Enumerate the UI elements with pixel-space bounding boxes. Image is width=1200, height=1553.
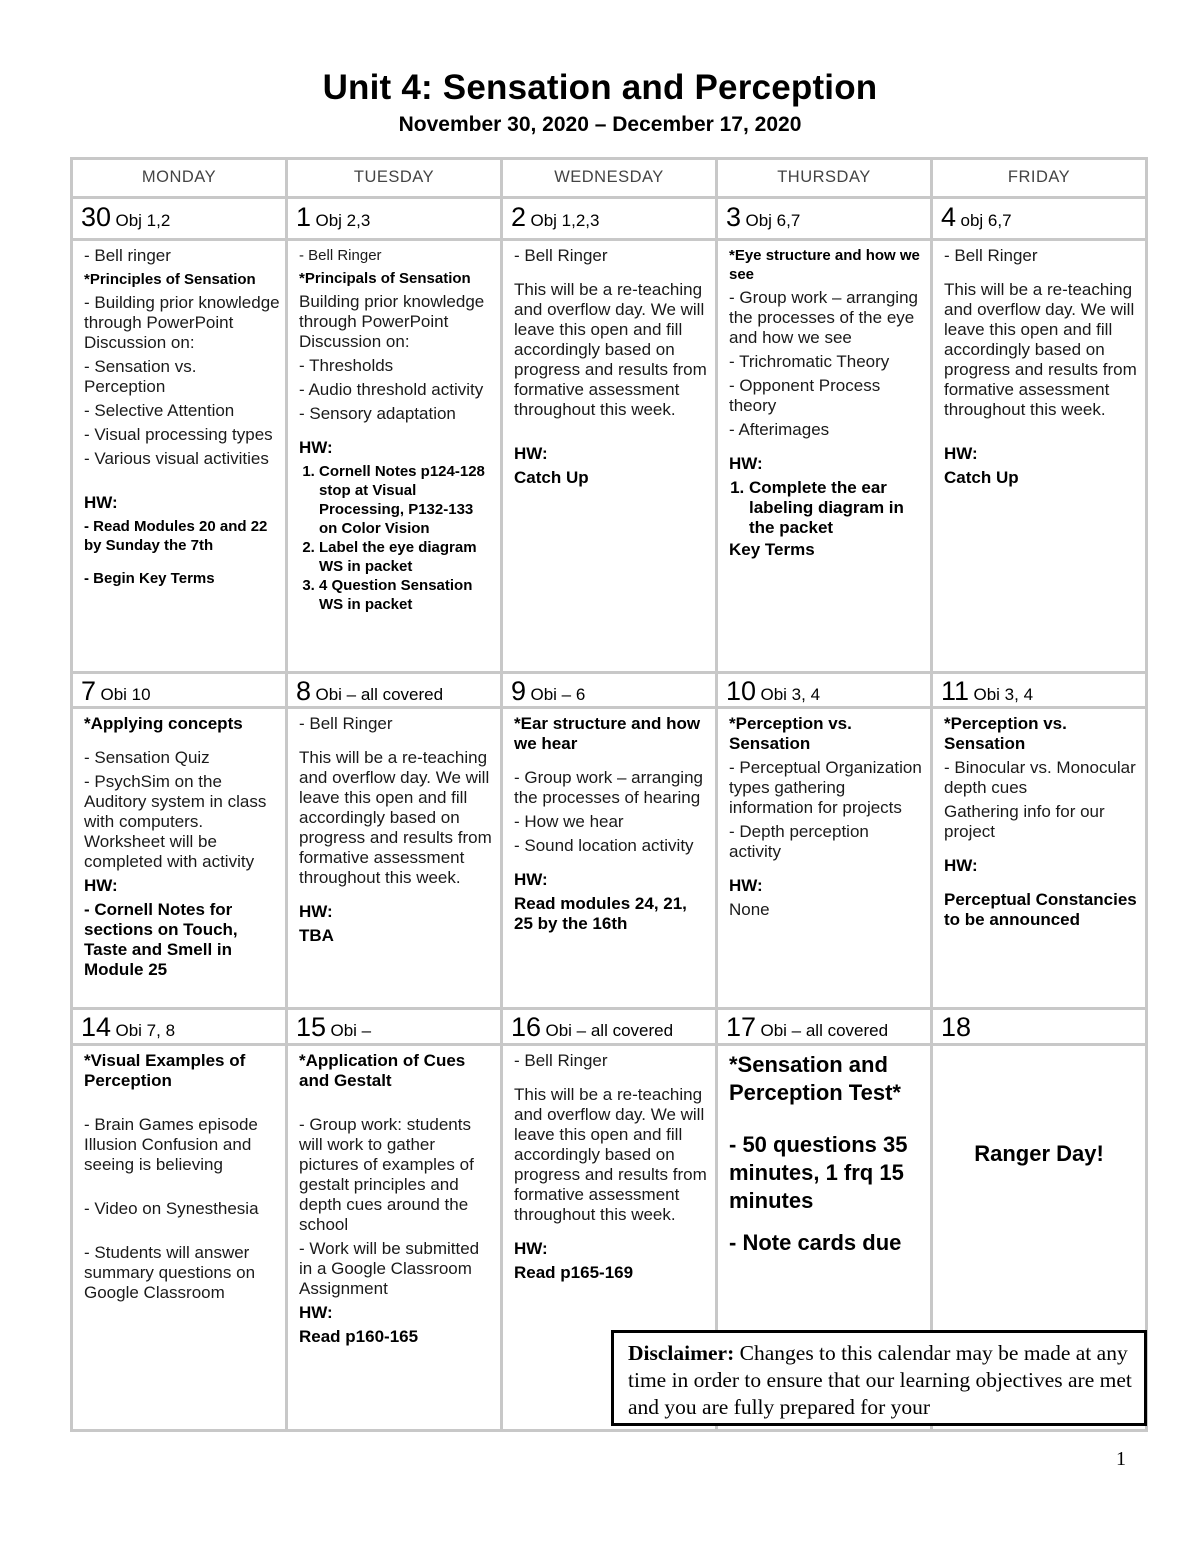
homework-label: HW:: [514, 1239, 548, 1258]
activity-line: - Sensation vs. Perception: [84, 357, 197, 396]
activity-line: - Building prior knowledge through PowerPoint Discussion on:: [84, 293, 280, 352]
date-label: [726, 1012, 926, 1043]
homework-label: HW:: [729, 876, 763, 895]
activity-line: Gathering info for our project: [944, 802, 1105, 841]
homework-label: HW:: [944, 856, 978, 875]
week1-monday-cell: [73, 241, 285, 671]
date-label: [296, 202, 496, 233]
week2-tuesday-cell: [288, 709, 500, 1007]
date-label: [726, 676, 926, 706]
week1-wednesday-cell: [503, 241, 715, 671]
lesson-topic: *Eye structure and how we see: [729, 247, 920, 283]
lesson-topic: *Principles of Sensation: [84, 271, 256, 288]
date-label: [296, 676, 496, 706]
day-header-friday: FRIDAY: [1007, 168, 1071, 186]
date-number: 9: [511, 676, 527, 706]
date-number: 3: [726, 202, 742, 232]
homework-label: HW:: [84, 876, 118, 895]
date-label: [81, 1012, 281, 1043]
activity-line: - Visual processing types: [84, 425, 273, 444]
activity-line: This will be a re-teaching and overflow day. We will leave this open and fill accordingly based on progress and results from formative assessment throughout this week.: [514, 1085, 707, 1224]
homework-label: HW:: [299, 438, 333, 457]
date-label: [296, 1012, 496, 1043]
homework-item: - Begin Key Terms: [84, 570, 215, 587]
homework-item: None: [729, 900, 770, 919]
homework-list: [729, 478, 925, 538]
homework-item: Read p165-169: [514, 1263, 634, 1282]
activity-line: - Thresholds: [299, 356, 394, 375]
day-header-thursday: THURSDAY: [777, 168, 871, 186]
week3-tuesday-cell: [288, 1046, 500, 1429]
activity-line: - Bell Ringer: [299, 714, 393, 733]
homework-item: 1. Complete the ear labeling diagram in the packet: [749, 478, 925, 538]
activity-line: - Perceptual Organization types gathering information for projects: [729, 758, 922, 817]
homework-item: 1. Cornell Notes p124-128 stop at Visual Processing, P132-133 on Color Vision: [319, 462, 495, 538]
homework-item: 3. 4 Question Sensation WS in packet: [319, 576, 495, 614]
activity-line: This will be a re-teaching and overflow day. We will leave this open and fill accordingly based on progress and results from formative assessment throughout this week.: [514, 280, 707, 419]
activity-line: - Group work: students will work to gather pictures of examples of gestalt principles and depth cues around the school: [299, 1115, 474, 1234]
grid-line: [70, 671, 1148, 674]
date-number: 4: [941, 202, 957, 232]
homework-item: Catch Up: [514, 468, 589, 487]
disclaimer-label: Disclaimer:: [628, 1341, 735, 1365]
grid-line: [70, 157, 1148, 160]
activity-line: - Trichromatic Theory: [729, 352, 890, 371]
date-number: 11: [941, 676, 970, 706]
date-label: [726, 202, 926, 233]
date-number: 15: [296, 1012, 327, 1042]
activity-line: Building prior knowledge through PowerPoint Discussion on:: [299, 292, 485, 351]
activity-line: - Bell Ringer: [299, 247, 382, 264]
week1-thursday-cell: [718, 241, 930, 671]
homework-list: [299, 462, 495, 614]
objective-label: Obi – all covered: [545, 1021, 674, 1040]
date-number: 14: [81, 1012, 112, 1042]
date-number: 1: [296, 202, 312, 232]
homework-label: HW:: [514, 870, 548, 889]
date-label: [81, 676, 281, 706]
lesson-topic: *Perception vs. Sensation: [944, 714, 1067, 753]
activity-line: - Opponent Process theory: [729, 376, 881, 415]
week2-wednesday-cell: [503, 709, 715, 1007]
activity-line: - Sensation Quiz: [84, 748, 210, 767]
test-detail: - Note cards due: [729, 1230, 902, 1255]
homework-item: Catch Up: [944, 468, 1019, 487]
date-label: [511, 676, 711, 706]
disclaimer-text: Changes to this calendar may be made at any time in order to ensure that our learning objectives are met and you are fully prepared for your: [628, 1341, 1132, 1419]
week3-monday-cell: [73, 1046, 285, 1429]
lesson-topic: *Application of Cues and Gestalt: [299, 1051, 466, 1090]
homework-item: Key Terms: [729, 540, 815, 559]
week1-tuesday-cell: [288, 241, 500, 671]
date-number: 17: [726, 1012, 757, 1042]
objective-label: Obi –: [330, 1021, 372, 1040]
activity-line: - Students will answer summary questions on Google Classroom: [84, 1243, 256, 1302]
activity-line: - Bell Ringer: [514, 246, 608, 265]
activity-line: - Brain Games episode Illusion Confusion and seeing is believing: [84, 1115, 258, 1174]
week2-thursday-cell: [718, 709, 930, 1007]
homework-item: - Read Modules 20 and 22 by Sunday the 7th: [84, 518, 268, 554]
homework-label: HW:: [299, 902, 333, 921]
date-label: [81, 202, 281, 233]
homework-label: HW:: [84, 493, 118, 512]
activity-line: - Group work – arranging the processes of hearing: [514, 768, 703, 807]
activity-line: - Binocular vs. Monocular depth cues: [944, 758, 1136, 797]
activity-line: - Group work – arranging the processes of the eye and how we see: [729, 288, 918, 347]
activity-line: - Video on Synesthesia: [84, 1199, 259, 1218]
activity-line: This will be a re-teaching and overflow day. We will leave this open and fill accordingly based on progress and results from formative assessment throughout this week.: [944, 280, 1137, 419]
objective-label: Obi 3, 4: [760, 685, 821, 704]
objective-label: Obj 1,2,3: [530, 211, 600, 230]
activity-line: - Bell ringer: [84, 246, 171, 265]
date-label: [941, 676, 1141, 706]
objective-label: obj 6,7: [960, 211, 1012, 230]
test-detail: - 50 questions 35 minutes, 1 frq 15 minutes: [729, 1132, 908, 1213]
grid-line: [70, 1007, 1148, 1010]
date-label: [941, 1012, 1141, 1043]
lesson-topic: *Perception vs. Sensation: [729, 714, 852, 753]
homework-label: HW:: [299, 1303, 333, 1322]
grid-line: [70, 196, 1148, 199]
homework-label: HW:: [514, 444, 548, 463]
week2-friday-cell: [933, 709, 1145, 1007]
homework-item: Read modules 24, 21, 25 by the 16th: [514, 894, 687, 933]
week2-monday-cell: [73, 709, 285, 1007]
activity-line: - Sound location activity: [514, 836, 694, 855]
page-title: Unit 4: Sensation and Perception: [322, 68, 878, 107]
homework-item: Read p160-165: [299, 1327, 419, 1346]
calendar-grid: [70, 157, 1148, 1432]
objective-label: Obi – all covered: [760, 1021, 889, 1040]
homework-item: 2. Label the eye diagram WS in packet: [319, 538, 495, 576]
activity-line: - Audio threshold activity: [299, 380, 484, 399]
week1-friday-cell: [933, 241, 1145, 671]
ranger-day-label: Ranger Day!: [974, 1141, 1104, 1166]
activity-line: - Bell Ringer: [514, 1051, 608, 1070]
objective-label: Obj 1,2: [115, 211, 171, 230]
lesson-topic: *Applying concepts: [84, 714, 243, 733]
objective-label: Obi – 6: [530, 685, 586, 704]
lesson-topic: *Principals of Sensation: [299, 270, 471, 287]
lesson-topic: *Ear structure and how we hear: [514, 714, 701, 753]
date-label: [941, 202, 1141, 233]
date-label: [511, 202, 711, 233]
activity-line: - How we hear: [514, 812, 624, 831]
page-number: 1: [1116, 1448, 1126, 1470]
activity-line: - Depth perception activity: [729, 822, 869, 861]
test-title: *Sensation and Perception Test*: [729, 1052, 901, 1105]
date-number: 18: [941, 1012, 972, 1042]
activity-line: - Various visual activities: [84, 449, 269, 468]
homework-label: HW:: [729, 454, 763, 473]
lesson-topic: *Visual Examples of Perception: [84, 1051, 246, 1090]
date-number: 8: [296, 676, 312, 706]
activity-line: This will be a re-teaching and overflow day. We will leave this open and fill accordingly based on progress and results from formative assessment throughout this week.: [299, 748, 492, 887]
day-header-wednesday: WEDNESDAY: [554, 168, 664, 186]
activity-line: - Bell Ringer: [944, 246, 1038, 265]
homework-item: Perceptual Constancies to be announced: [944, 890, 1137, 929]
date-number: 10: [726, 676, 757, 706]
objective-label: Obi 3, 4: [973, 685, 1034, 704]
activity-line: - Afterimages: [729, 420, 830, 439]
objective-label: Obi 10: [100, 685, 151, 704]
activity-line: - Work will be submitted in a Google Classroom Assignment: [299, 1239, 480, 1298]
homework-item: - Cornell Notes for sections on Touch, Taste and Smell in Module 25: [84, 900, 238, 979]
activity-line: - PsychSim on the Auditory system in class with computers. Worksheet will be completed with activity: [84, 772, 267, 871]
homework-label: HW:: [944, 444, 978, 463]
disclaimer-box: [611, 1330, 1147, 1426]
date-number: 7: [81, 676, 97, 706]
objective-label: Obi – all covered: [315, 685, 444, 704]
grid-line: [70, 1429, 1148, 1432]
date-number: 16: [511, 1012, 542, 1042]
objective-label: Obj 6,7: [745, 211, 801, 230]
objective-label: Obi 7, 8: [115, 1021, 176, 1040]
date-range: November 30, 2020 – December 17, 2020: [398, 113, 802, 136]
objective-label: Obj 2,3: [315, 211, 371, 230]
day-header-tuesday: TUESDAY: [353, 168, 435, 186]
activity-line: - Selective Attention: [84, 401, 235, 420]
grid-line: [1145, 157, 1148, 1432]
date-number: 2: [511, 202, 527, 232]
activity-line: - Sensory adaptation: [299, 404, 456, 423]
date-number: 30: [81, 202, 112, 232]
day-header-monday: MONDAY: [141, 168, 217, 186]
date-label: [511, 1012, 711, 1043]
homework-item: TBA: [299, 926, 334, 945]
